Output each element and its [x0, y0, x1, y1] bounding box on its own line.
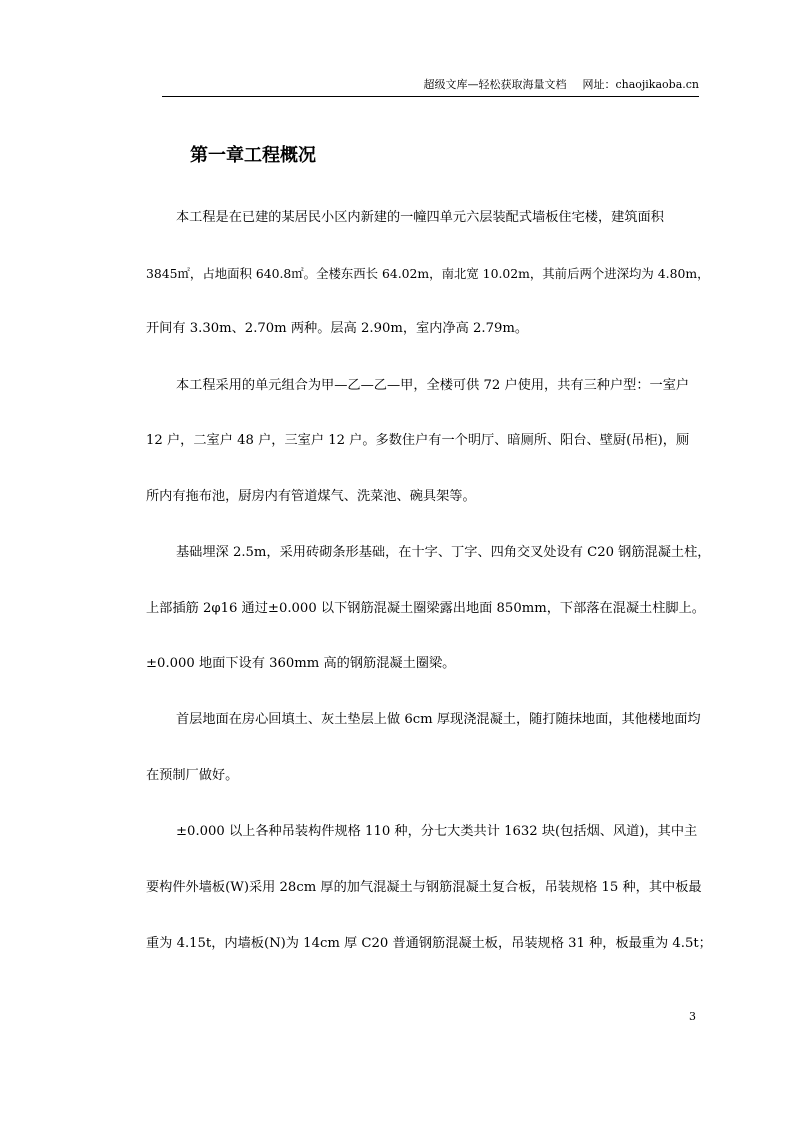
- page-header: [162, 78, 699, 97]
- text-line: 12 户，二室户 48 户，三室户 12 户。多数住户有一个明厅、暗厕所、阳台、壁厨(吊柜)，厕: [146, 433, 690, 448]
- text-line: 在预制厂做好。: [146, 768, 239, 783]
- text-line: 3845㎡，占地面积 640.8㎡。全楼东西长 64.02m，南北宽 10.02m，其前后两个进深均为 4.80m，: [146, 266, 710, 281]
- header-url: 网址：chaojikaoba.cn: [582, 78, 699, 91]
- text-line: 所内有拖布池，厨房内有管道煤气、洗菜池、碗具架等。: [146, 489, 476, 504]
- text-line: ±0.000 地面下设有 360mm 高的钢筋混凝土圈梁。: [146, 656, 456, 671]
- text-line: 上部插筋 2φ16 通过±0.000 以下钢筋混凝土圈梁露出地面 850mm，下部落在混凝土柱脚上。: [146, 601, 705, 616]
- header-text: [423, 78, 699, 92]
- text-line: ±0.000 以上各种吊装构件规格 110 种，分七大类共计 1632 块(包括烟、风道)，其中主: [176, 824, 698, 839]
- text-line: 首层地面在房心回填土、灰土垫层上做 6cm 厚现浇混凝土，随打随抹地面，其他楼地面均: [176, 712, 701, 727]
- text-line: 重为 4.15t，内墙板(N)为 14cm 厚 C20 普通钢筋混凝土板，吊装规格 31 种，板最重为 4.5t；: [146, 936, 712, 951]
- text-line: 开间有 3.30m、2.70m 两种。层高 2.90m，室内净高 2.79m。: [146, 321, 529, 336]
- page-number: 3: [689, 1010, 696, 1023]
- text-line: 基础埋深 2.5m，采用砖砌条形基础，在十字、丁字、四角交叉处设有 C20 钢筋混凝土柱，: [176, 545, 711, 560]
- text-line: 要构件外墙板(W)采用 28cm 厚的加气混凝土与钢筋混凝土复合板，吊装规格 15 种，其中板最: [146, 880, 702, 895]
- text-line: 本工程采用的单元组合为甲—乙—乙—甲，全楼可供 72 户使用，共有三种户型：一室户: [176, 378, 690, 393]
- chapter-title: 第一章工程概况: [190, 145, 316, 166]
- header-site-name: 超级文库—轻松获取海量文档: [423, 78, 567, 91]
- text-line: 本工程是在已建的某居民小区内新建的一幢四单元六层装配式墙板住宅楼，建筑面积: [176, 210, 664, 225]
